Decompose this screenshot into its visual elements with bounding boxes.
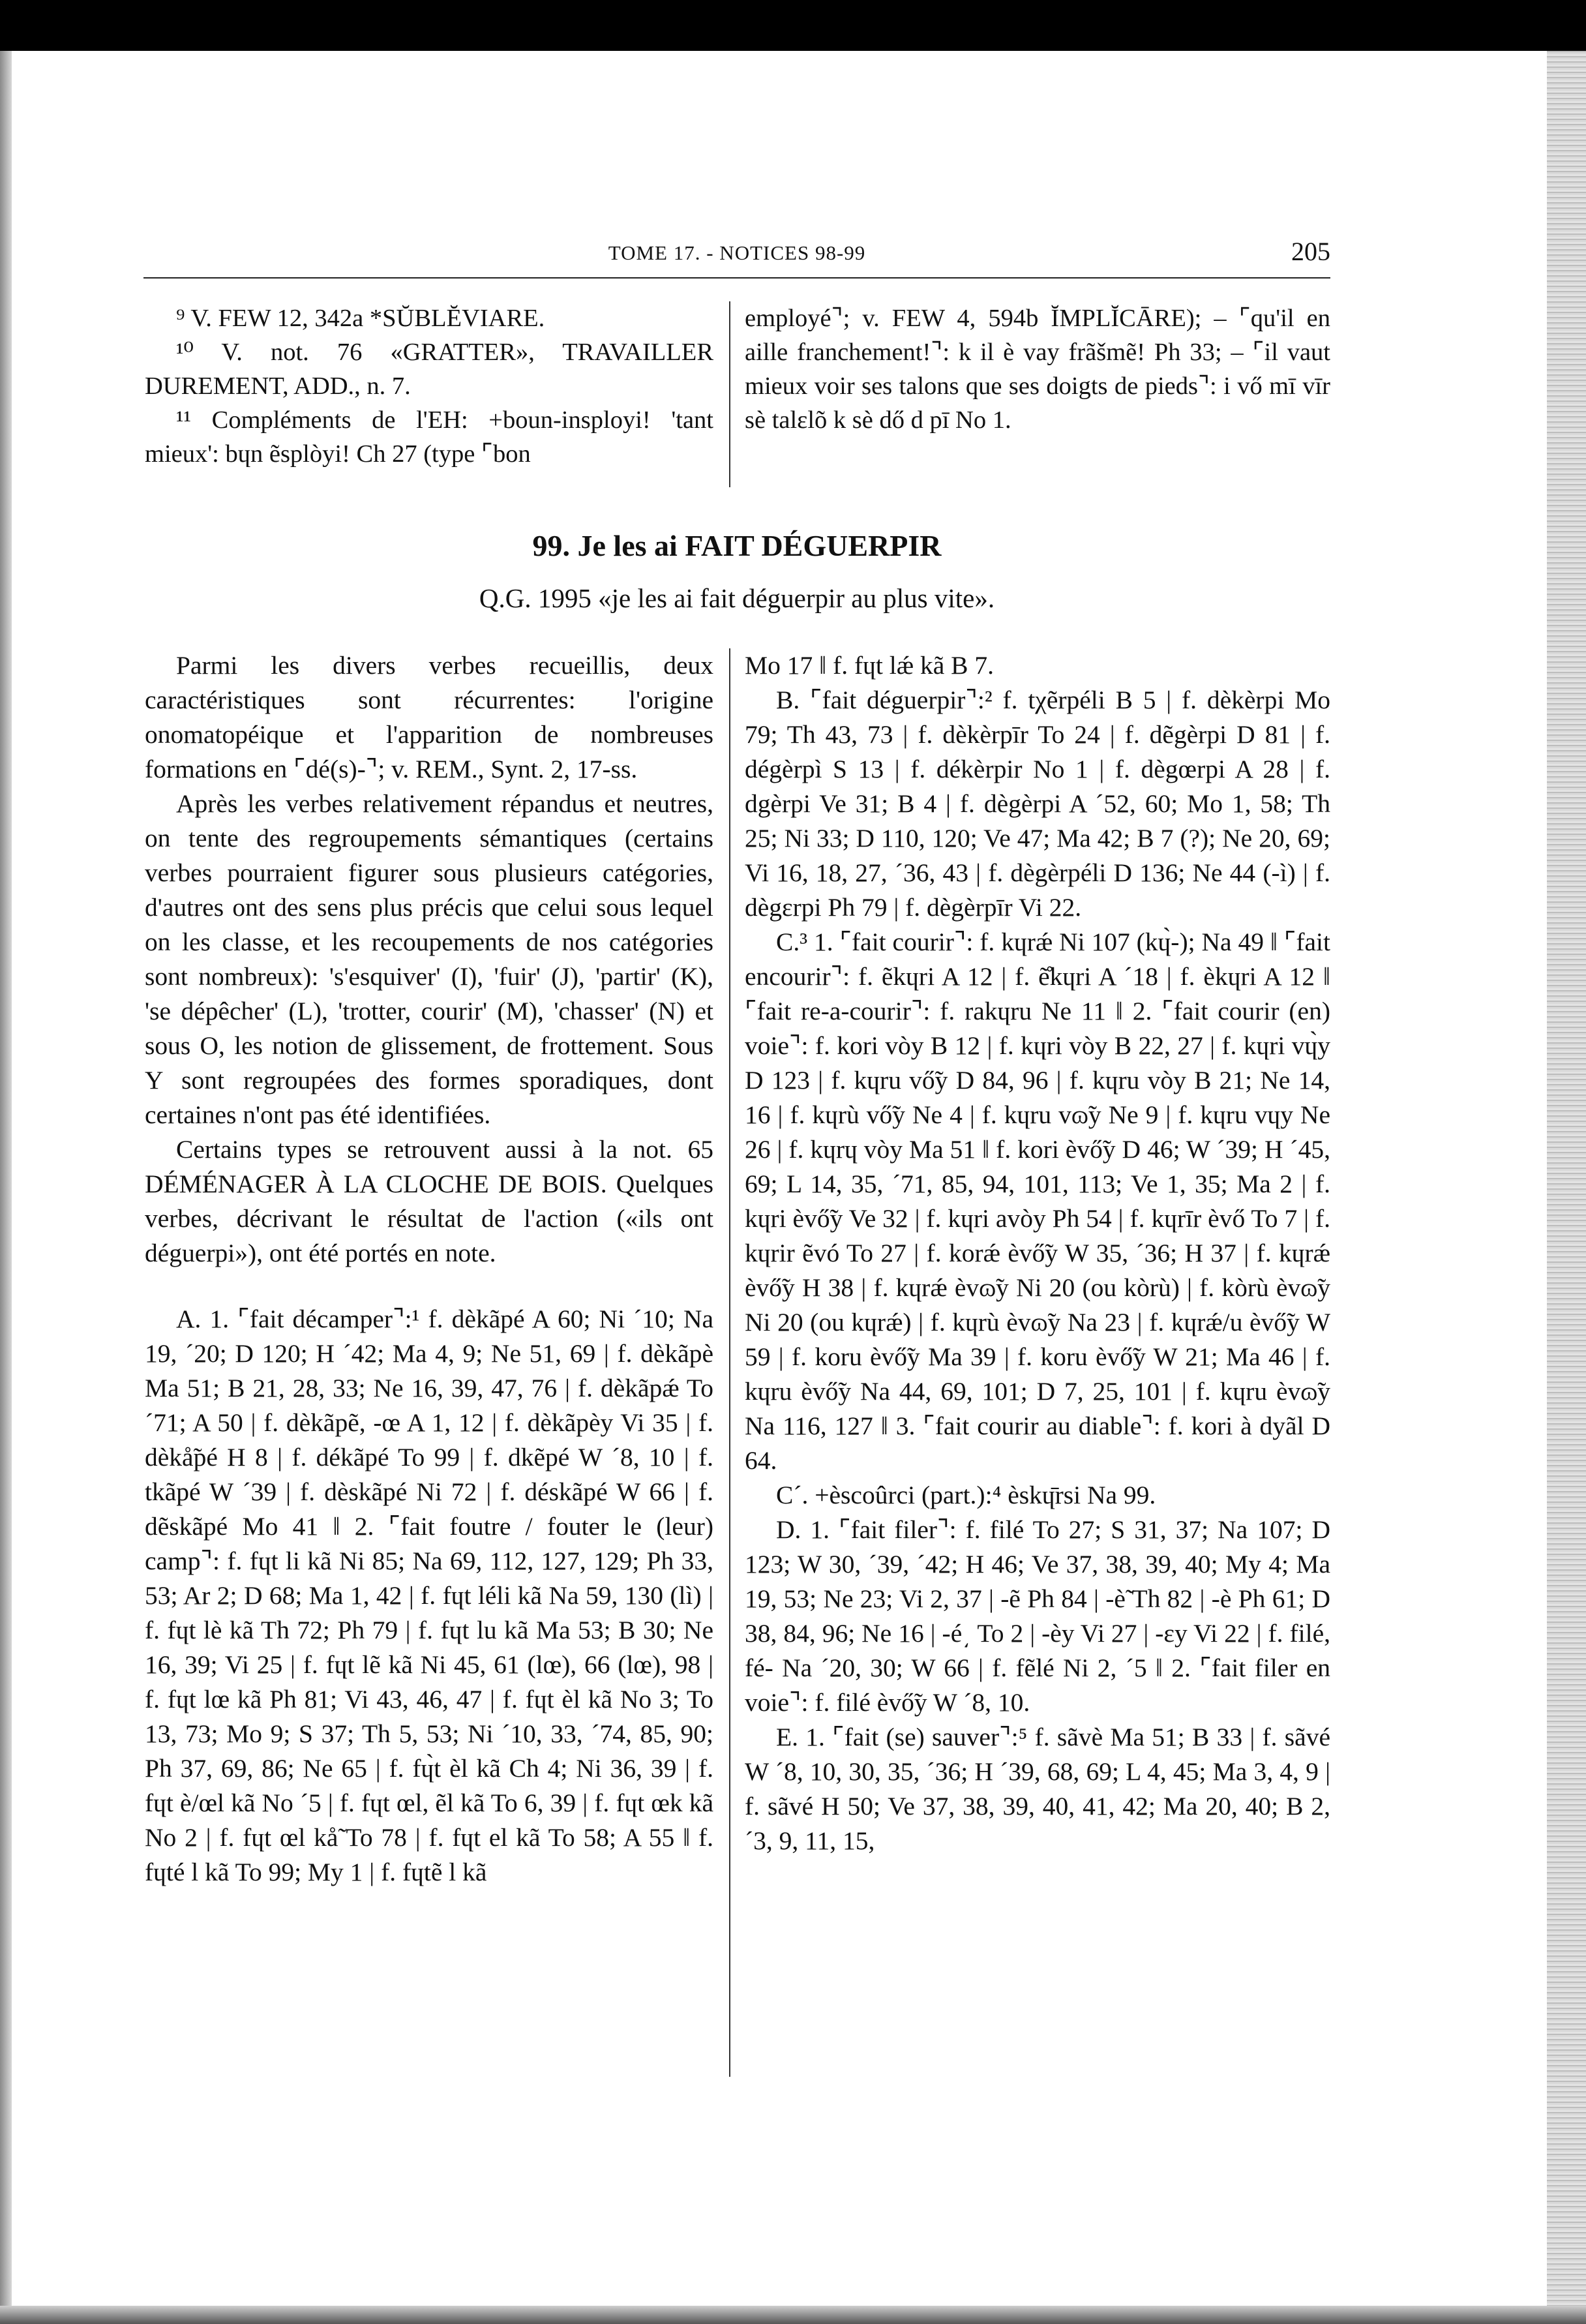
body-right-column [745, 648, 1330, 1858]
column-divider [729, 301, 730, 487]
paragraph-gap [145, 1271, 713, 1302]
running-header [143, 236, 1330, 275]
footnote-11-continued: employé⌝; v. FEW 4, 594b ĬMPLĬCĀRE); – ⌜qu'il en aille franchement!⌝: k il è vay frãšmẽ! Ph 33; – ⌜il vaut mieux voir ses talons que ses doigts de pieds⌝: i vő mī vīr sè talɛlõ k sè dő d pī No 1. [745, 305, 1330, 434]
entry-a-continued: Mo 17 ‖ f. fɥt lǽ kã B 7. [745, 651, 994, 680]
footnotes-right [745, 301, 1330, 437]
section-title: 99. Je les ai FAIT DÉGUERPIR [532, 529, 942, 562]
footnote-11: ¹¹ Compléments de l'EH: +boun-insployi! 'tant mieux': bɥn ẽsplòyi! Ch 27 (type ⌜bon [145, 406, 713, 468]
running-title: TOME 17. - NOTICES 98-99 [608, 241, 866, 264]
footnote-10: ¹⁰ V. not. 76 «GRATTER», TRAVAILLER DUREMENT, ADD., n. 7. [145, 339, 713, 400]
footnote-9: ⁹ V. FEW 12, 342a *SŬBLĔVIARE. [176, 305, 545, 332]
paragraph: Certains types se retrouvent aussi à la not. 65 DÉMÉNAGER À LA CLOCHE DE BOIS. Quelques verbes, décrivant le résultat de l'action («ils ont déguerpi»), ont été portés en note. [145, 1135, 713, 1267]
section-subtitle: Q.G. 1995 «je les ai fait déguerpir au plus vite». [479, 583, 995, 613]
scan-left-edge [0, 51, 12, 2324]
page-number: 205 [1291, 237, 1330, 266]
footnotes-left [145, 301, 713, 471]
scan-bottom-edge [0, 2306, 1586, 2324]
entry-b: B. ⌜fait déguerpir⌝:² f. tχẽrpéli B 5 | f. dèkèrpi Mo 79; Th 43, 73 | f. dèkèrpīr To 24 | f. dẽgèrpi D 81 | f. dégèrpì S 13 | f. dékèrpir No 1 | f. dègœrpi A 28 | f. dgèrpi Ve 31; B 4 | f. dègèrpi A ´52, 60; Mo 1, 58; Th 25; Ni 33; D 110, 120; Ve 47; Ma 42; B 7 (?); Ne 20, 69; Vi 16, 18, 27, ´36, 43 | f. dègèrpéli D 136; Ne 44 (-ì) | f. dègɛrpi Ph 79 | f. dègèrpīr Vi 22. [745, 686, 1330, 922]
scan-top-border [0, 0, 1586, 51]
body-left-column [145, 648, 713, 1890]
entry-c: C.³ 1. ⌜fait courir⌝: f. kɥrǽ Ni 107 (kɥ̀-); Na 49 ‖ ⌜fait encourir⌝: f. ẽkɥri A 12 | f. ẽ̊kɥri A ´18 | f. èkɥri A 12 ‖ ⌜fait re-a-courir⌝: f. rakɥru Ne 11 ‖ 2. ⌜fait courir (en) voie⌝: f. kori vòy B 12 | f. kɥri vòy B 22, 27 | f. kɥri vɥ̀y D 123 | f. kɥru vő̃y D 84, 96 | f. kɥru vòy B 21; Ne 14, 16 | f. kɥrù vő̃y Ne 4 | f. kɥru vɷ̃y Ne 9 | f. kɥru vɥy Ne 26 | f. kɥrɥ vòy Ma 51 ‖ f. kori èvő̃y D 46; W ´39; H ´45, 69; L 14, 35, ´71, 85, 94, 101, 113; Ve 1, 35; Ma 2 | f. kɥri èvő̃y Ve 32 | f. kɥri avòy Ph 54 | f. kɥrīr èvő To 7 | f. kɥrir ẽvó To 27 | f. korǽ èvő̃y W 35, ´36; H 37 | f. kɥrǽ èvő̃y H 38 | f. kɥrǽ èvɷ̃y Ni 20 (ou kòrù) | f. kòrù èvɷ̃y Ni 20 (ou kɥrǽ) | f. kɥrù èvɷ̃y Na 23 | f. kɥrǽ/u èvő̃y W 59 | f. koru èvő̃y Ma 39 | f. koru èvő̃y W 21; Ma 46 | f. kɥru èvő̃y Na 44, 69, 101; D 7, 25, 101 | f. kɥru èvɷ̃y Na 116, 127 ‖ 3. ⌜fait courir au diable⌝: f. kori à dyãl D 64. [745, 928, 1330, 1475]
entry-a: A. 1. ⌜fait décamper⌝:¹ f. dèkãpé A 60; Ni ´10; Na 19, ´20; D 120; H ´42; Ma 4, 9; Ne 51, 69 | f. dèkãpè Ma 51; B 21, 28, 33; Ne 16, 39, 47, 76 | f. dèkãpǽ To ´71; A 50 | f. dèkãpẽ, -œ A 1, 12 | f. dèkãpèy Vi 35 | f. dèkå̃pé H 8 | f. dékãpé To 99 | f. dkẽpé W ´8, 10 | f. tkãpé W ´39 | f. dèskãpé Ni 72 | f. déskãpé W 66 | f. dẽskãpé Mo 41 ‖ 2. ⌜fait foutre / fouter le (leur) camp⌝: f. fɥt li kã Ni 85; Na 69, 112, 127, 129; Ph 33, 53; Ar 2; D 68; Ma 1, 42 | f. fɥt léli kã Na 59, 130 (lì) | f. fɥt lè kã Th 72; Ph 79 | f. fɥt lu kã Ma 53; B 30; Ne 16, 39; Vi 25 | f. fɥt lẽ kã Ni 45, 61 (lœ), 66 (lœ), 98 | f. fɥt lœ kã Ph 81; Vi 43, 46, 47 | f. fɥt èl kã No 3; To 13, 73; Mo 9; S 37; Th 5, 53; Ni ´10, 33, ´74, 85, 90; Ph 37, 69, 86; Ne 65 | f. fɥ̀t èl kã Ch 4; Ni 36, 39 | f. fɥt è/œl kã No ´5 | f. fɥt œl, ẽl kã To 6, 39 | f. fɥt œk kã No 2 | f. fɥt œl kå̃ To 78 | f. fɥt el kã To 58; A 55 ‖ f. fɥté l kã To 99; My 1 | f. fɥtẽ l kã [145, 1305, 713, 1886]
column-divider [729, 648, 730, 2077]
entry-c-prime: C´. +èscoûrci (part.):⁴ èskɥ̄rsi Na 99. [776, 1481, 1156, 1509]
paragraph: Parmi les divers verbes recueillis, deux caractéristiques sont récurrentes: l'origine onomatopéique et l'apparition de nombreuses formations en ⌜dé(s)-⌝; v. REM., Synt. 2, 17-ss. [145, 651, 713, 783]
scan-right-edge [1547, 51, 1586, 2324]
header-rule [143, 277, 1330, 279]
entry-d: D. 1. ⌜fait filer⌝: f. filé To 27; S 31, 37; Na 107; D 123; W 30, ´39, ´42; H 46; Ve 37, 38, 39, 40; My 4; Ma 19, 53; Ne 23; Vi 2, 37 | -ẽ Ph 84 | -è̃ Th 82 | -è Ph 61; D 38, 84, 96; Ne 16 | -é͵ To 2 | -èy Vi 27 | -ɛy Vi 22 | f. filé, fé- Na ´20, 30; W 66 | f. fẽlé Ni 2, ´5 ‖ 2. ⌜fait filer en voie⌝: f. filé èvő̃y W ´8, 10. [745, 1515, 1330, 1717]
paragraph: Après les verbes relativement répandus et neutres, on tente des regroupements sémantiques (certains verbes pourraient figurer sous plusieurs catégories, d'autres ont des sens plus précis que celui sous lequel on les classe, et les recoupements de nos catégories sont nombreux): 's'esquiver' (I), 'fuir' (J), 'partir' (K), 'se dépêcher' (L), 'trotter, courir' (M), 'chasser' (N) et sous O, les notion de glissement, de frottement. Sous Y sont regroupées des formes sporadiques, dont certaines n'ont pas été identifiées. [145, 789, 713, 1129]
entry-e: E. 1. ⌜fait (se) sauver⌝:⁵ f. sãvè Ma 51; B 33 | f. sãvé W ´8, 10, 30, 35, ´36; H ´39, 68, 69; L 4, 45; Ma 3, 4, 9 | f. sãvé H 50; Ve 37, 38, 39, 40, 41, 42; Ma 20, 40; B 2, ´3, 9, 11, 15, [745, 1723, 1330, 1855]
